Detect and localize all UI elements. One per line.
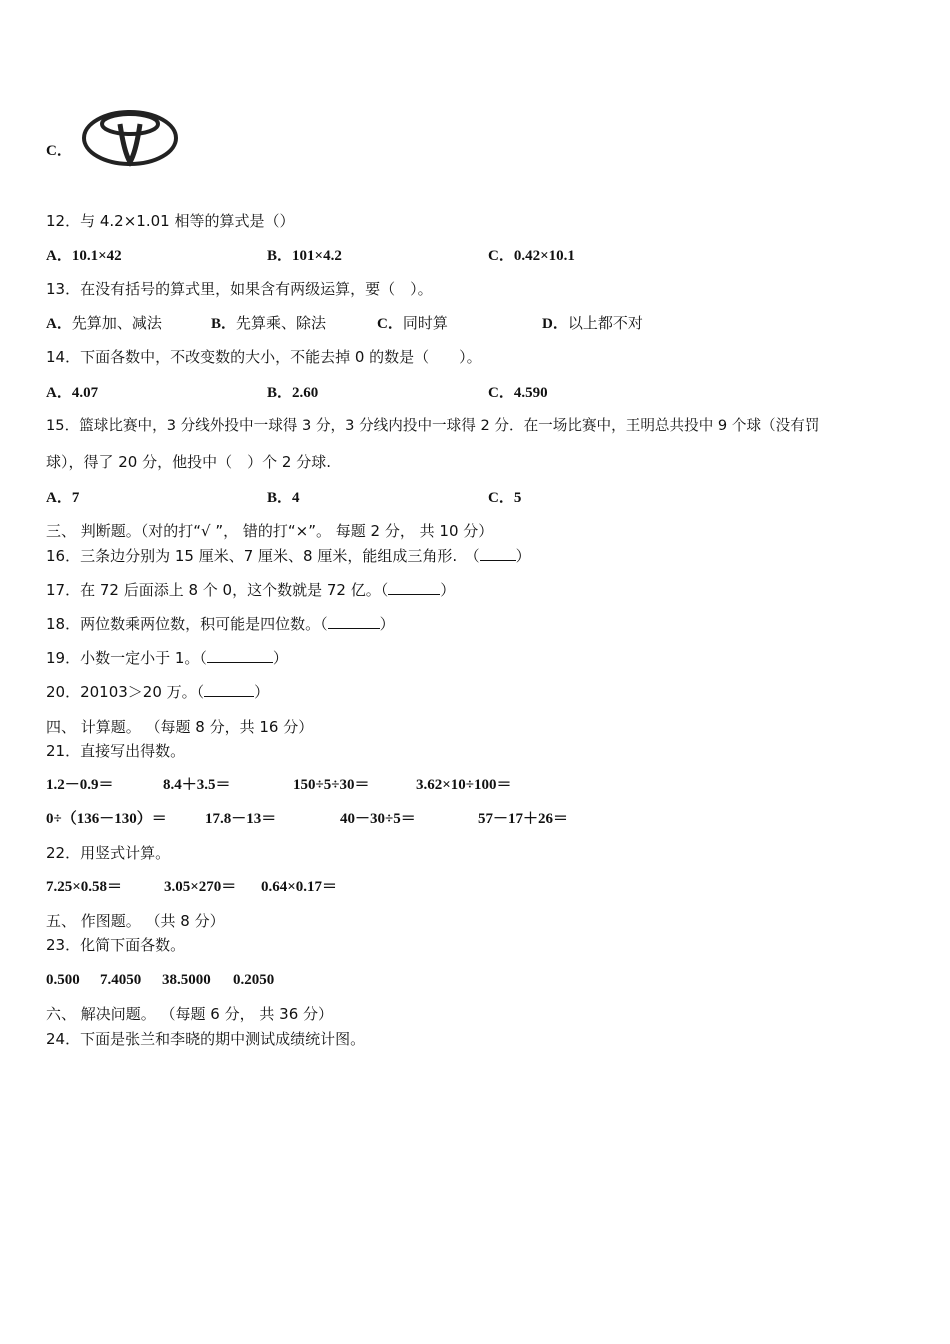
section5-heading: 五、 作图题。 （共 8 分） xyxy=(46,912,225,930)
q14-option-a[interactable]: A．4.07 xyxy=(46,385,99,401)
q13-stem: 13．在没有括号的算式里，如果含有两级运算，要（ ）。 xyxy=(46,280,433,298)
q22-expr: 3.05×270＝ xyxy=(164,879,237,895)
q22-expr: 0.64×0.17＝ xyxy=(261,879,338,895)
q13-option-c[interactable]: C．同时算 xyxy=(377,314,448,332)
q23-number: 7.4050 xyxy=(100,972,142,988)
q12-stem: 12．与 4.2×1.01 相等的算式是（） xyxy=(46,212,295,230)
q16-answer-blank[interactable] xyxy=(480,546,516,561)
q18-answer-blank[interactable] xyxy=(328,614,380,629)
q23-stem: 23．化简下面各数。 xyxy=(46,936,186,954)
q13-option-a[interactable]: A．先算加、减法 xyxy=(46,314,162,332)
q21-expr: 17.8－13＝ xyxy=(205,811,277,827)
q20-answer-blank[interactable] xyxy=(204,682,254,697)
q19-answer-blank[interactable] xyxy=(207,648,273,663)
section6-heading: 六、 解决问题。 （每题 6 分， 共 36 分） xyxy=(46,1005,334,1023)
q23-number: 38.5000 xyxy=(162,972,211,988)
q21-stem: 21．直接写出得数。 xyxy=(46,742,186,760)
q18-item: 18．两位数乘两位数，积可能是四位数。（ ） xyxy=(46,615,395,633)
q12-option-b[interactable]: B．101×4.2 xyxy=(267,248,342,264)
q22-stem: 22．用竖式计算。 xyxy=(46,844,171,862)
q15-option-b[interactable]: B．4 xyxy=(267,490,300,506)
q12-option-c[interactable]: C．0.42×10.1 xyxy=(488,248,575,264)
q19-item: 19．小数一定小于 1。（ ） xyxy=(46,649,288,667)
q21-expr: 57－17＋26＝ xyxy=(478,811,569,827)
q21-expr: 0÷（136－130）＝ xyxy=(46,811,167,827)
q21-expr: 8.4＋3.5＝ xyxy=(163,777,231,793)
q11-option-c-label: C． xyxy=(46,143,72,159)
q21-expr: 3.62×10÷100＝ xyxy=(416,777,512,793)
q14-stem: 14．下面各数中，不改变数的大小，不能去掉 0 的数是（ ）。 xyxy=(46,348,482,366)
q23-number: 0.2050 xyxy=(233,972,275,988)
section3-heading: 三、 判断题。（对的打“√ ”， 错的打“×”。 每题 2 分， 共 10 分） xyxy=(46,522,494,540)
q13-option-b[interactable]: B．先算乘、除法 xyxy=(211,314,327,332)
q15-option-a[interactable]: A．7 xyxy=(46,490,80,506)
q21-expr: 40－30÷5＝ xyxy=(340,811,416,827)
q16-item: 16．三条边分别为 15 厘米、7 厘米、8 厘米，能组成三角形. （ ） xyxy=(46,547,531,565)
q13-option-d[interactable]: D．以上都不对 xyxy=(542,314,643,332)
q15-stem-line2: 球），得了 20 分，他投中（ ）个 2 分球. xyxy=(46,453,331,471)
q17-answer-blank[interactable] xyxy=(388,580,440,595)
q24-stem: 24．下面是张兰和李晓的期中测试成绩统计图。 xyxy=(46,1030,366,1048)
q12-option-a[interactable]: A．10.1×42 xyxy=(46,248,122,264)
q22-expr: 7.25×0.58＝ xyxy=(46,879,123,895)
q15-option-c[interactable]: C．5 xyxy=(488,490,522,506)
q15-stem-line1: 15．篮球比赛中，3 分线外投中一球得 3 分，3 分线内投中一球得 2 分．在一场比赛中，王明总共投中 9 个球（没有罚 xyxy=(46,417,820,434)
section4-heading: 四、 计算题。 （每题 8 分，共 16 分） xyxy=(46,718,314,736)
q14-option-b[interactable]: B．2.60 xyxy=(267,385,319,401)
toyota-logo-icon xyxy=(80,100,180,170)
q14-option-c[interactable]: C．4.590 xyxy=(488,385,548,401)
q17-item: 17．在 72 后面添上 8 个 0，这个数就是 72 亿。（ ） xyxy=(46,581,456,599)
q20-item: 20．20103＞20 万。（ ） xyxy=(46,683,270,701)
q21-expr: 1.2－0.9＝ xyxy=(46,777,114,793)
q21-expr: 150÷5÷30＝ xyxy=(293,777,370,793)
q23-number: 0.500 xyxy=(46,972,80,988)
